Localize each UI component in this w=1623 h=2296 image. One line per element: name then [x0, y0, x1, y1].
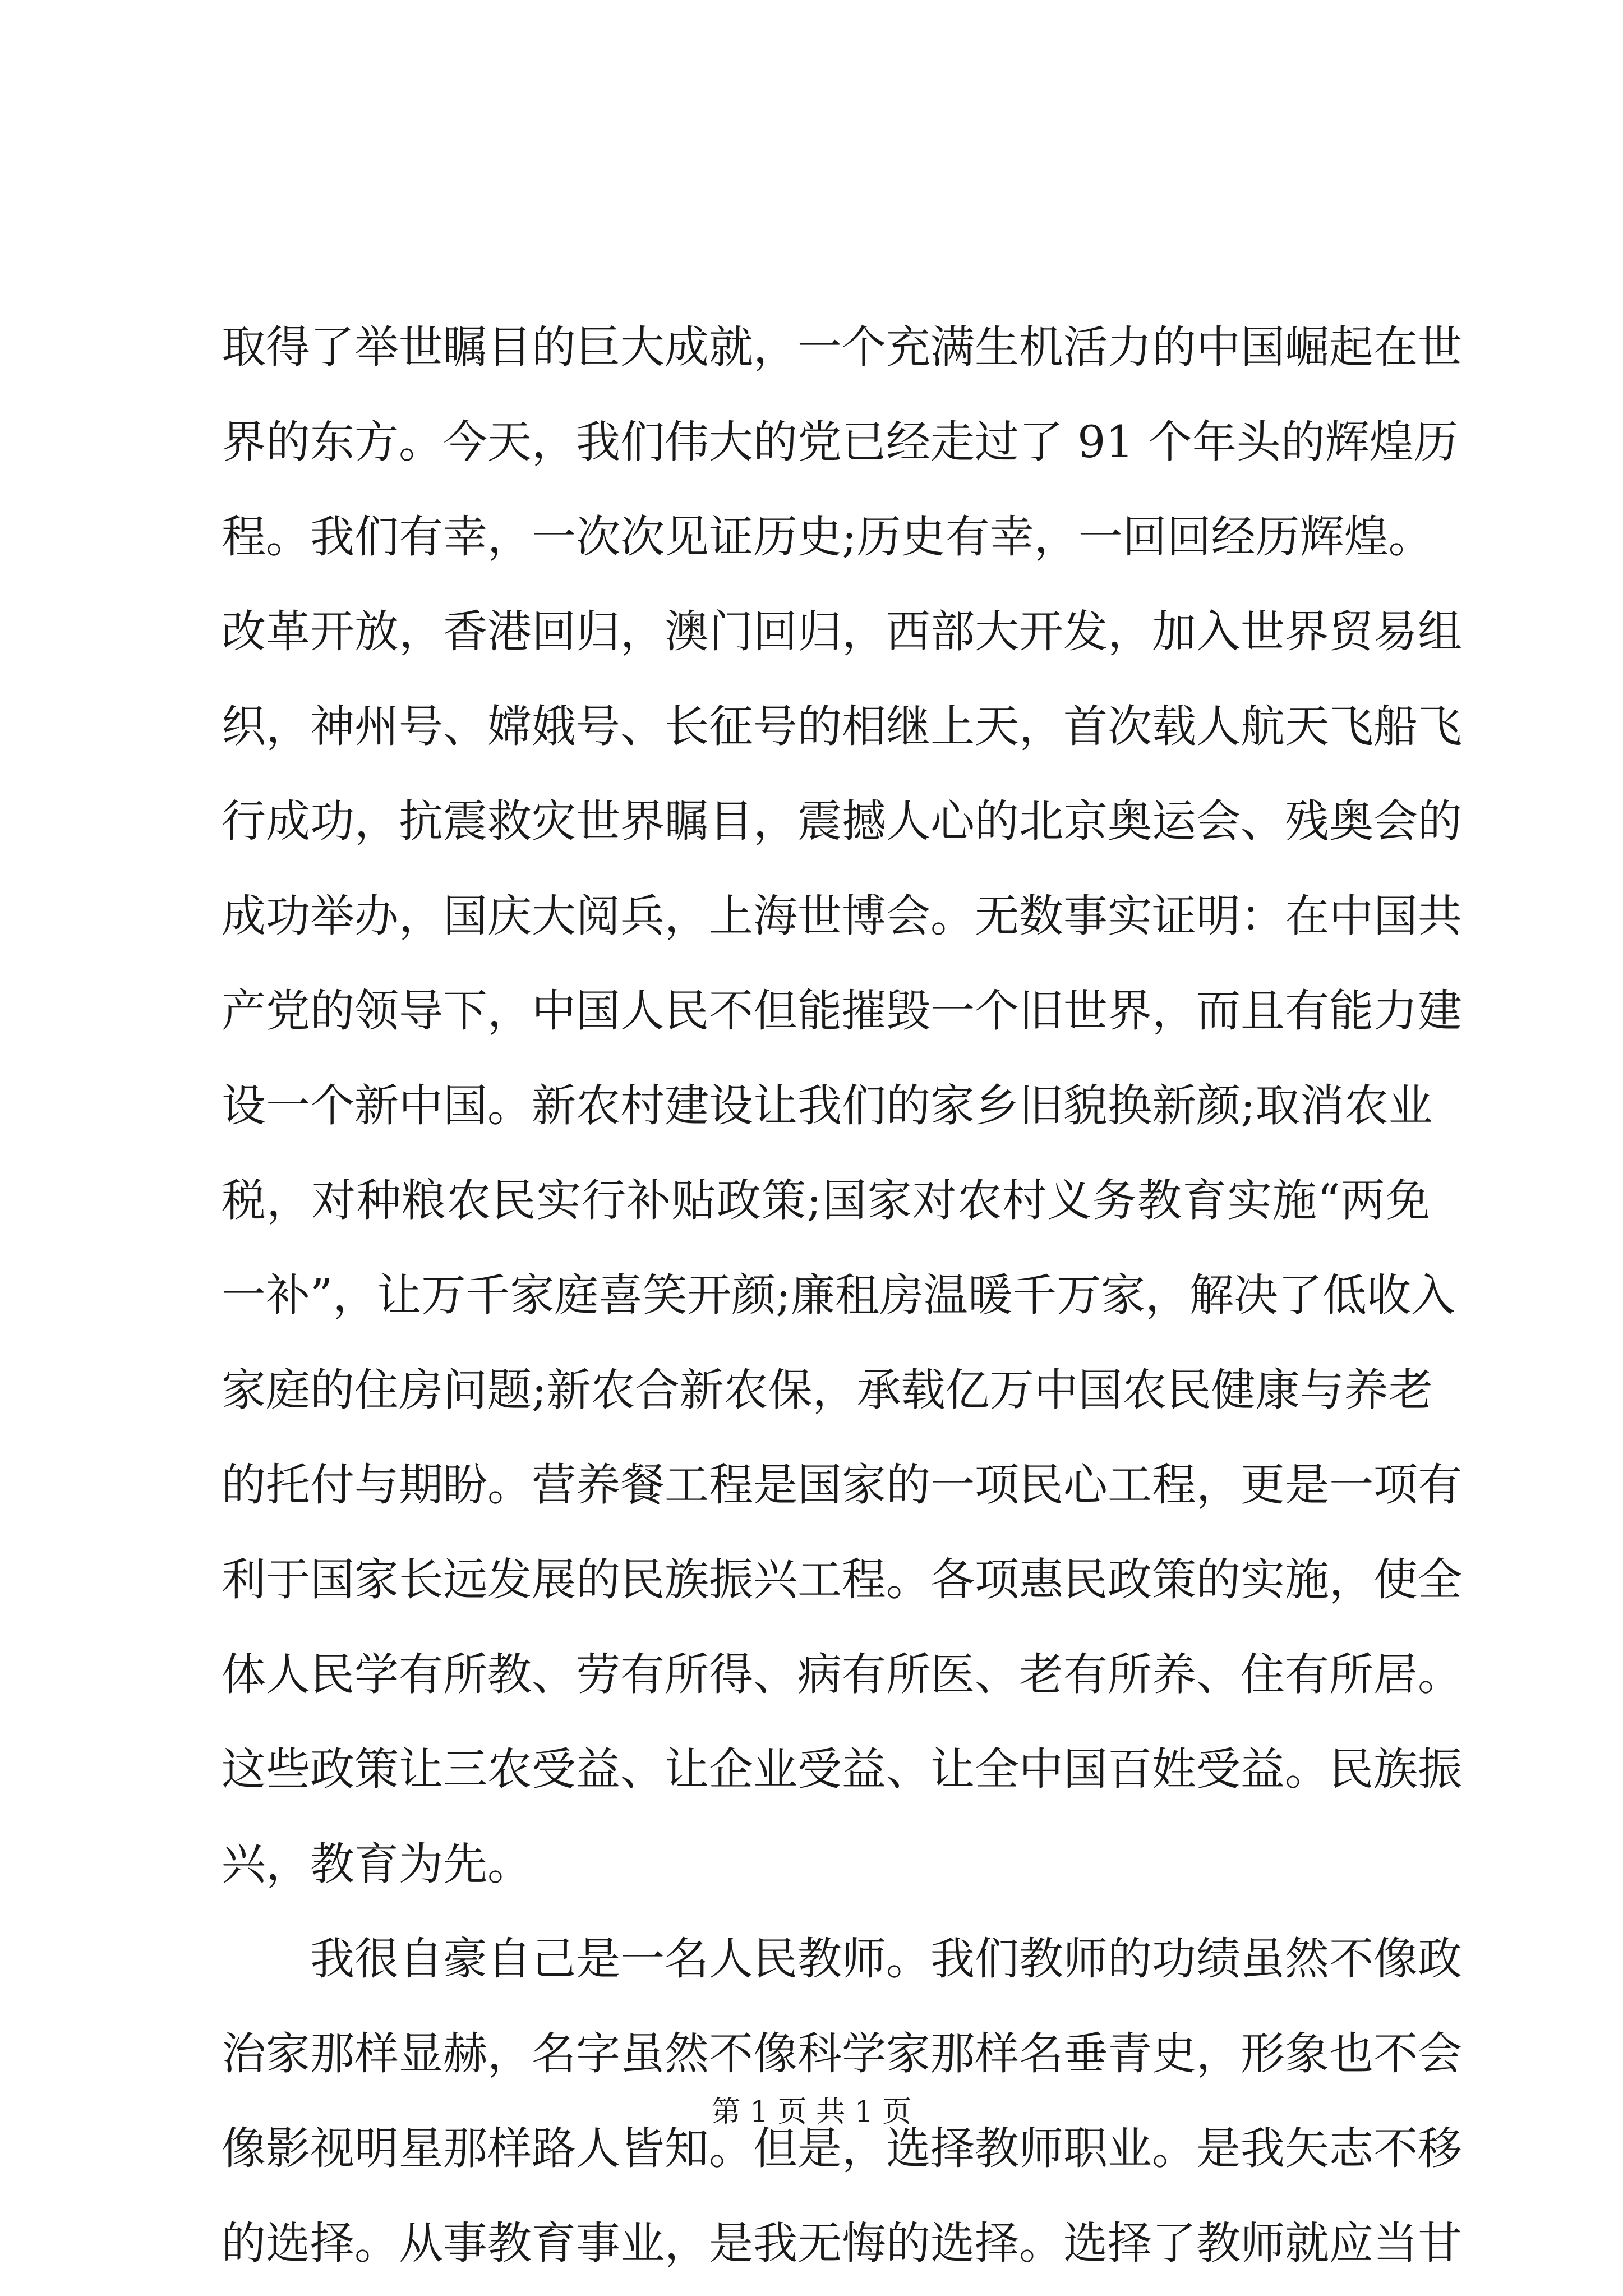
text-line: 产党的领导下，中国人民不但能摧毁一个旧世界，而且有能力建: [222, 985, 1462, 1037]
page-number-label: 第 1 页 共 1 页: [711, 2095, 912, 2129]
text-line: 家庭的住房问题;新农合新农保，承载亿万中国农民健康与养老: [222, 1364, 1433, 1416]
text-line: 界的东方。今天，我们伟大的党已经走过了 91 个年头的辉煌历: [222, 416, 1458, 468]
text-line: 行成功，抗震救灾世界瞩目，震撼人心的北京奥运会、残奥会的: [222, 795, 1462, 847]
text-line: 体人民学有所教、劳有所得、病有所医、老有所养、住有所居。: [222, 1649, 1462, 1700]
page-footer: [0, 2092, 1623, 2132]
text-line: 的选择。从事教育事业，是我无悔的选择。选择了教师就应当甘: [222, 2217, 1462, 2269]
text-line: 设一个新中国。新农村建设让我们的家乡旧貌换新颜;取消农业: [222, 1080, 1433, 1131]
paragraph-1: [222, 300, 1462, 1912]
document-body: [222, 300, 1462, 2291]
text-line: 的托付与期盼。营养餐工程是国家的一项民心工程，更是一项有: [222, 1459, 1462, 1511]
text-line: 织，神州号、嫦娥号、长征号的相继上天，首次载人航天飞船飞: [222, 701, 1462, 752]
text-line: 兴，教育为先。: [222, 1838, 532, 1890]
text-line: 一补”，让万千家庭喜笑开颜;廉租房温暖千万家，解决了低收入: [222, 1269, 1456, 1321]
text-line: 税，对种粮农民实行补贴政策;国家对农村义务教育实施“两免: [222, 1175, 1430, 1226]
text-line: 像影视明星那样路人皆知。但是，选择教师职业。是我矢志不移: [222, 2123, 1462, 2174]
text-line: 治家那样显赫，名字虽然不像科学家那样名垂青史，形象也不会: [222, 2028, 1462, 2079]
text-line: 取得了举世瞩目的巨大成就，一个充满生机活力的中国崛起在世: [222, 321, 1462, 373]
text-line: 改革开放，香港回归，澳门回归，西部大开发，加入世界贸易组: [222, 606, 1462, 657]
text-line: 程。我们有幸，一次次见证历史;历史有幸，一回回经历辉煌。: [222, 511, 1433, 563]
text-line: 我很自豪自己是一名人民教师。我们教师的功绩虽然不像政: [310, 1933, 1462, 1985]
text-line: 这些政策让三农受益、让企业受益、让全中国百姓受益。民族振: [222, 1743, 1462, 1795]
text-line: 利于国家长远发展的民族振兴工程。各项惠民政策的实施，使全: [222, 1554, 1462, 1605]
text-line: 成功举办，国庆大阅兵，上海世博会。无数事实证明：在中国共: [222, 890, 1462, 942]
